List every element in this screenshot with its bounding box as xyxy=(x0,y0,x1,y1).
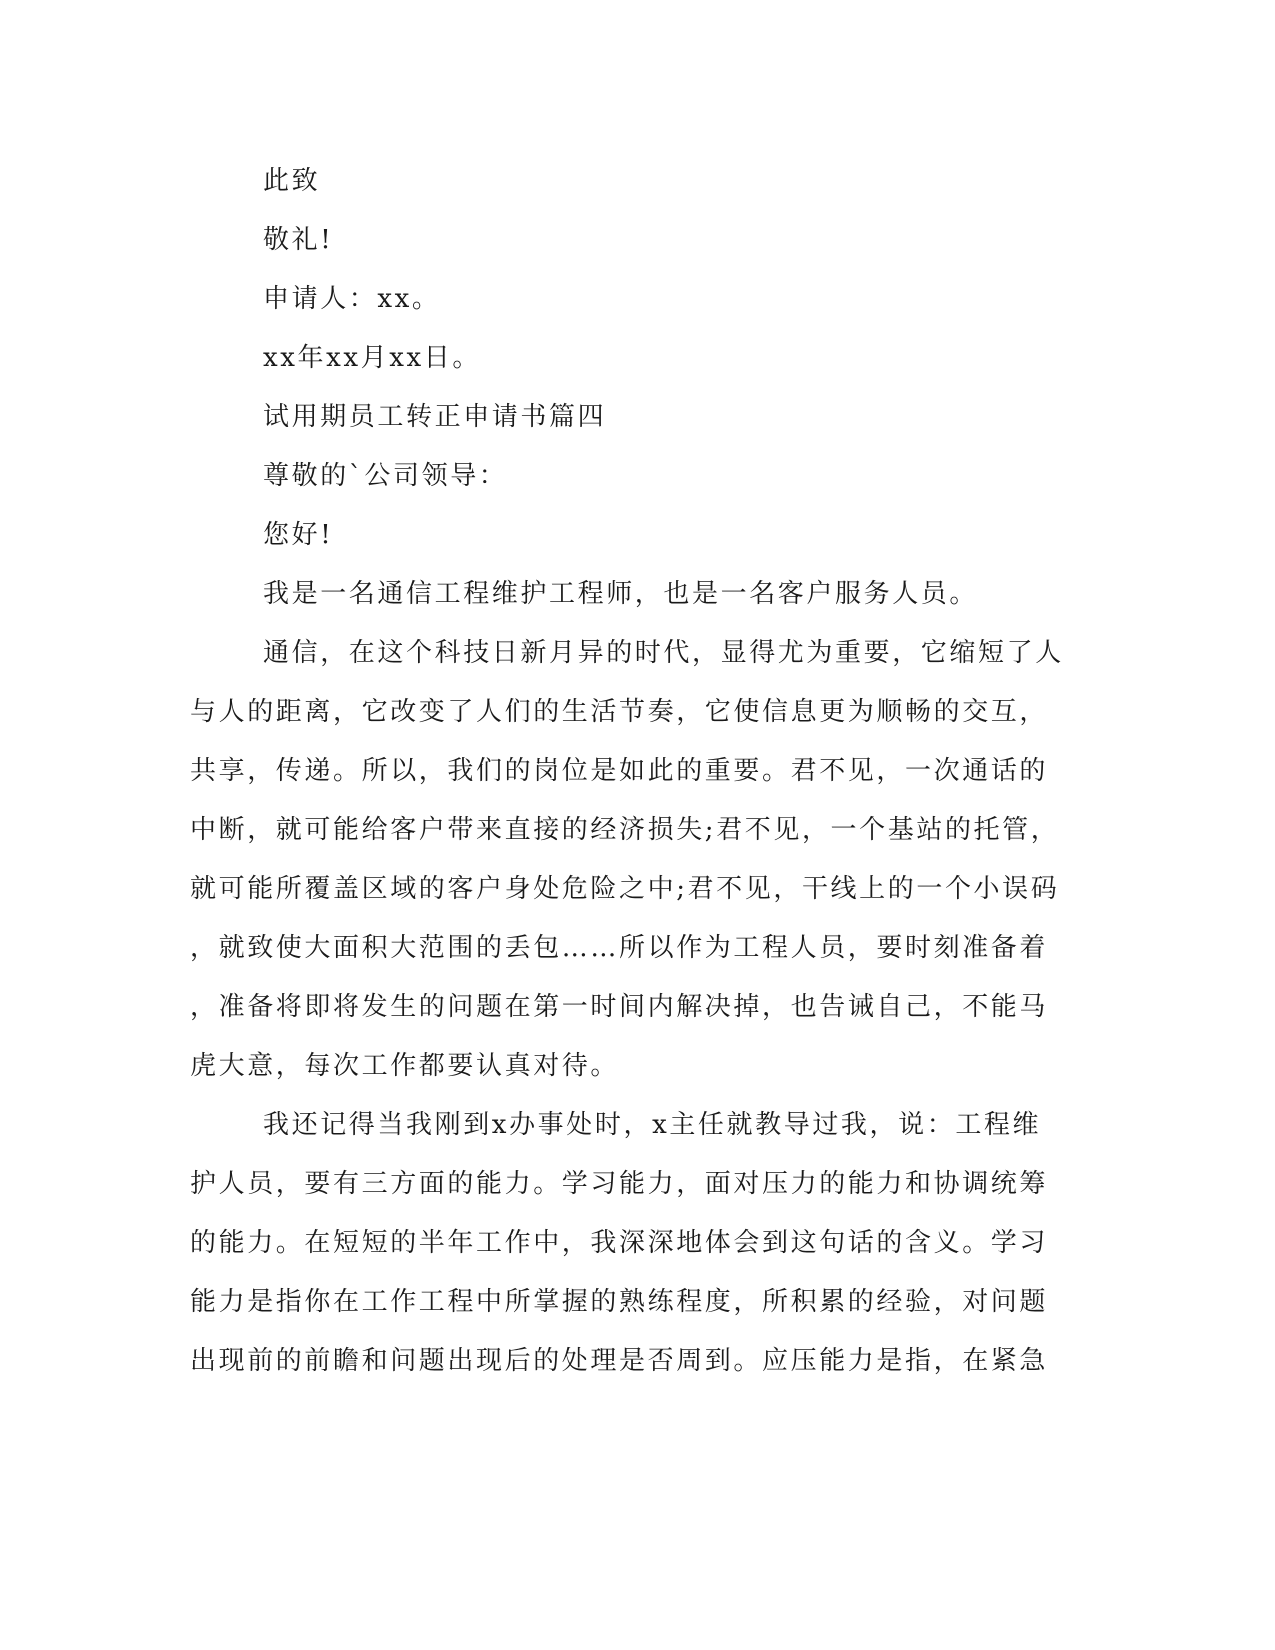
paragraph-line: 共享，传递。所以，我们的岗位是如此的重要。君不见，一次通话的 xyxy=(190,756,1049,786)
paragraph-line: 与人的距离，它改变了人们的生活节奏，它使信息更为顺畅的交互， xyxy=(190,697,1049,727)
paragraph-line: 通信，在这个科技日新月异的时代，显得尤为重要，它缩短了人 xyxy=(263,638,1064,668)
paragraph-line: ，就致使大面积大范围的丢包……所以作为工程人员，要时刻准备着 xyxy=(190,933,1049,963)
closing-regards: 敬礼! xyxy=(263,225,334,255)
paragraph-line: 能力是指你在工作工程中所掌握的熟练程度，所积累的经验，对问题 xyxy=(190,1287,1049,1317)
closing-salutation: 此致 xyxy=(263,166,321,196)
paragraph-line: 就可能所覆盖区域的客户身处危险之中;君不见，干线上的一个小误码 xyxy=(190,874,1060,904)
section-title: 试用期员工转正申请书篇四 xyxy=(263,402,607,432)
paragraph-line: 护人员，要有三方面的能力。学习能力，面对压力的能力和协调统筹 xyxy=(190,1169,1049,1199)
intro-line: 我是一名通信工程维护工程师，也是一名客户服务人员。 xyxy=(263,579,979,609)
applicant-line: 申请人：xx。 xyxy=(263,284,441,314)
paragraph-line: ，准备将即将发生的问题在第一时间内解决掉，也告诫自己，不能马 xyxy=(190,992,1049,1022)
paragraph-line: 虎大意，每次工作都要认真对待。 xyxy=(190,1051,620,1081)
paragraph-line: 出现前的前瞻和问题出现后的处理是否周到。应压能力是指，在紧急 xyxy=(190,1346,1049,1376)
greeting-line: 尊敬的`公司领导： xyxy=(263,461,508,491)
hello-line: 您好! xyxy=(263,520,334,550)
paragraph-line: 的能力。在短短的半年工作中，我深深地体会到这句话的含义。学习 xyxy=(190,1228,1049,1258)
paragraph-line: 中断，就可能给客户带来直接的经济损失;君不见，一个基站的托管， xyxy=(190,815,1060,845)
paragraph-line: 我还记得当我刚到x办事处时，x主任就教导过我，说：工程维 xyxy=(263,1110,1042,1140)
date-line: xx年xx月xx日。 xyxy=(263,343,481,373)
